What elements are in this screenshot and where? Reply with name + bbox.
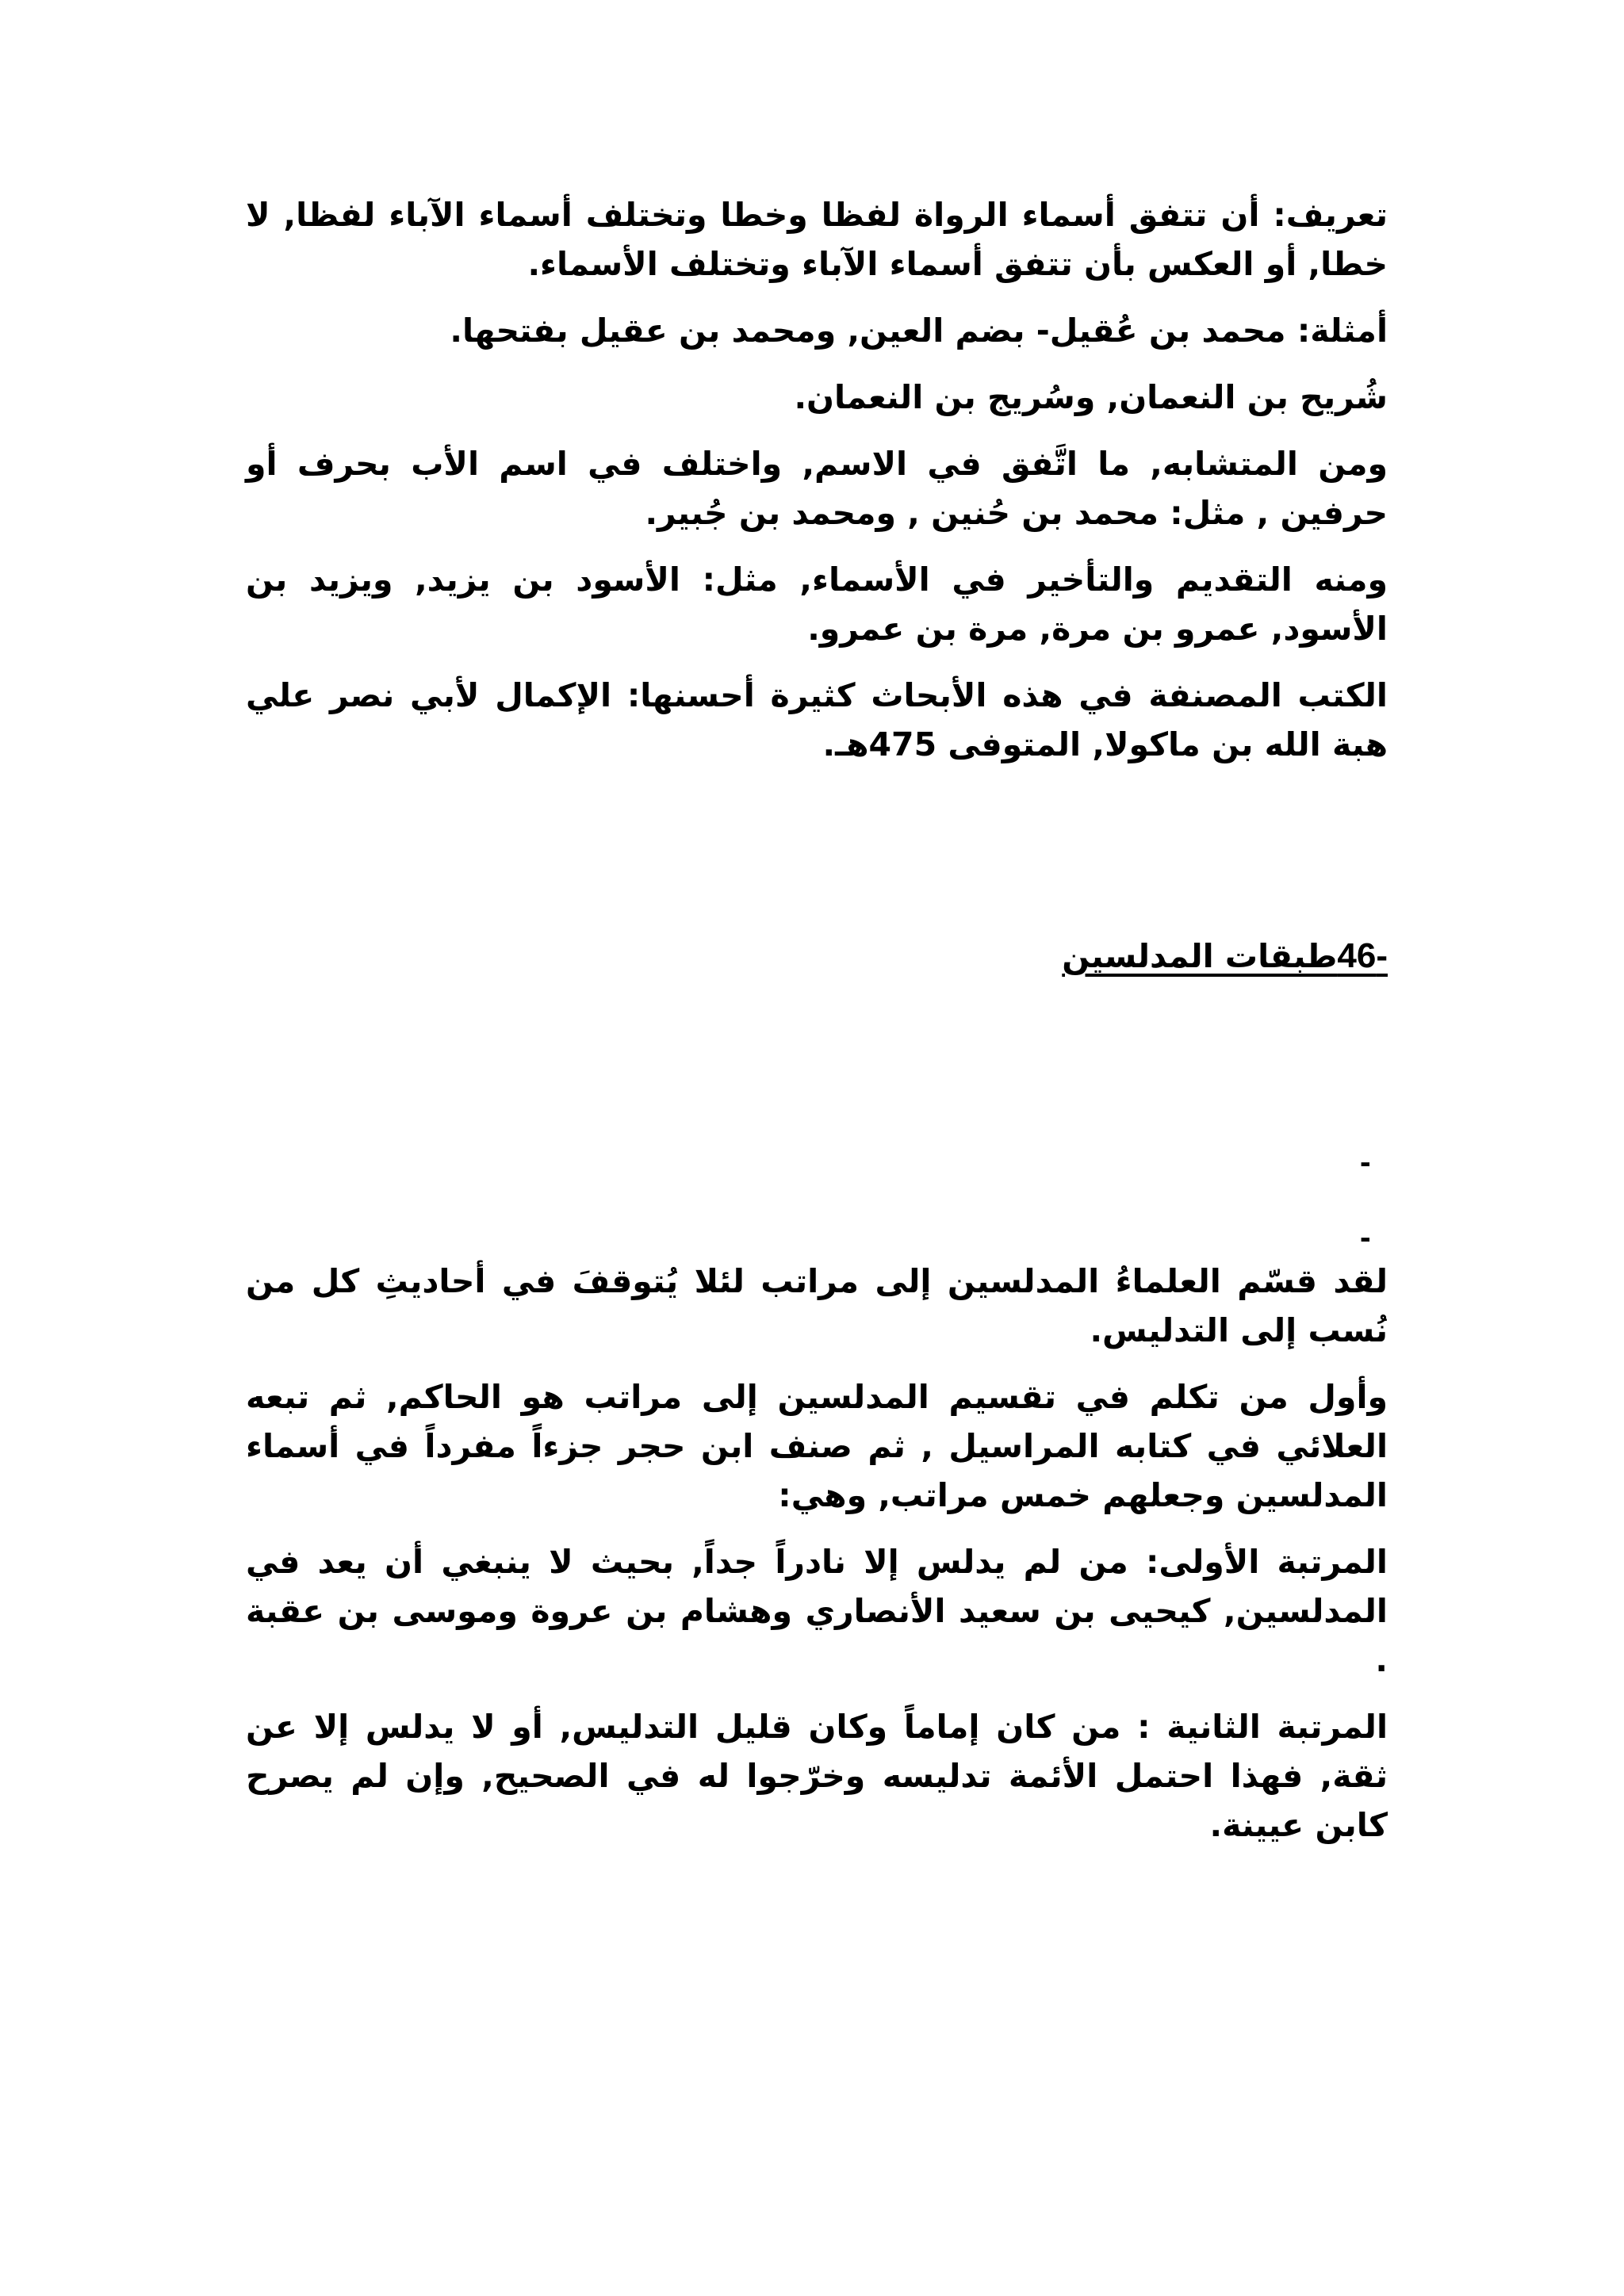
paragraph-example-shurayh: شُريح بن النعمان, وسُريج بن النعمان.	[794, 378, 1388, 416]
paragraph-examples: أمثلة: محمد بن عُقيل- بضم العين, ومحمد بن عقيل بفتحها.	[450, 312, 1388, 350]
section-heading	[936, 932, 1388, 981]
paragraph-rank-two: المرتبة الثانية : من كان إماماً وكان قليل التدليس, أو لا يدلس إلا عن ثقة, فهذا احتمل الأئمة تدليسه وخرّجوا له في الصحيح, وإن لم يصرح كابن عيينة.	[246, 1708, 1388, 1844]
paragraph-first-speaker: وأول من تكلم في تقسيم المدلسين إلى مراتب هو الحاكم, ثم تبعه العلائي في كتابه المراسيل , ثم صنف ابن حجر جزءاً مفرداً في أسماء المدلسين وجعلهم خمس مراتب, وهي:	[246, 1378, 1388, 1514]
section-title: طبقات المدلسين	[1062, 937, 1338, 975]
paragraph-rank-one: المرتبة الأولى: من لم يدلس إلا نادراً جداً, بحيث لا ينبغي أن يعد في المدلسين, كيحيى بن سعيد الأنصاري وهشام بن عروة وموسى بن عقبة .	[246, 1543, 1388, 1679]
dash-mark: -	[1360, 1143, 1371, 1180]
paragraph-mutashabih: ومن المتشابه, ما اتَّفق في الاسم, واختلف في اسم الأب بحرف أو حرفين , مثل: محمد بن حُنين , ومحمد بن جُبير.	[246, 445, 1388, 532]
bottom-text-block	[246, 1257, 1388, 1867]
paragraph-taqdim: ومنه التقديم والتأخير في الأسماء, مثل: الأسود بن يزيد, ويزيد بن الأسود, عمرو بن مرة, مرة بن عمرو.	[246, 561, 1388, 648]
paragraph-definition: تعريف: أن تتفق أسماء الرواة لفظا وخطا وتختلف أسماء الآباء لفظا, لا خطا, أو العكس بأن تتفق أسماء الآباء وتختلف الأسماء.	[246, 196, 1388, 283]
dash-mark: -	[1360, 1219, 1371, 1255]
top-text-block	[246, 190, 1388, 786]
section-number: -46	[1337, 936, 1388, 975]
paragraph-taqsim: لقد قسّم العلماءُ المدلسين إلى مراتب لئلا يُتوقفَ في أحاديثِ كل من نُسب إلى التدليس.	[246, 1262, 1388, 1349]
paragraph-books: الكتب المصنفة في هذه الأبحاث كثيرة أحسنها: الإكمال لأبي نصر علي هبة الله بن ماكولا, المتوفى 475هـ.	[246, 676, 1388, 763]
